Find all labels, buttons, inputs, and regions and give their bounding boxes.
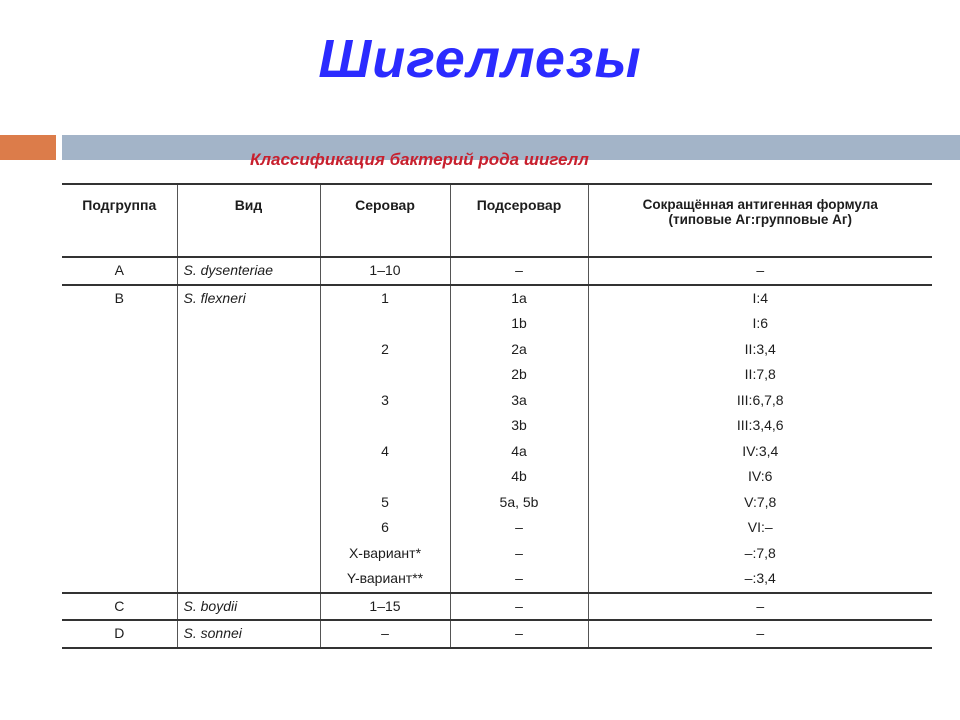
table-caption: Классификация бактерий рода шигелл xyxy=(250,150,589,169)
cell-serovar: 1–15 xyxy=(320,593,450,621)
cell-subgroup xyxy=(62,464,177,490)
cell-antigen-formula: II:7,8 xyxy=(588,362,932,388)
cell-subserovar: – xyxy=(450,620,588,648)
cell-subgroup xyxy=(62,388,177,414)
cell-subserovar: 3b xyxy=(450,413,588,439)
cell-subgroup: B xyxy=(62,285,177,312)
cell-subgroup xyxy=(62,515,177,541)
table-row xyxy=(62,593,932,621)
table-row xyxy=(62,464,932,490)
cell-subgroup xyxy=(62,337,177,363)
slide-title: Шигеллезы xyxy=(318,29,642,89)
cell-subgroup xyxy=(62,490,177,516)
cell-serovar: 1 xyxy=(320,285,450,312)
cell-subserovar: – xyxy=(450,515,588,541)
table-row xyxy=(62,439,932,465)
cell-serovar xyxy=(320,311,450,337)
cell-subserovar: – xyxy=(450,541,588,567)
header-subgroup: Подгруппа xyxy=(62,184,177,257)
cell-subserovar: 1b xyxy=(450,311,588,337)
cell-antigen-formula: II:3,4 xyxy=(588,337,932,363)
table-row xyxy=(62,257,932,285)
cell-subserovar: 3a xyxy=(450,388,588,414)
cell-antigen-formula: – xyxy=(588,257,932,285)
cell-antigen-formula: –:3,4 xyxy=(588,566,932,593)
table-row xyxy=(62,311,932,337)
cell-subgroup: D xyxy=(62,620,177,648)
accent-bar-orange xyxy=(0,135,56,160)
header-species: Вид xyxy=(177,184,320,257)
cell-serovar: 5 xyxy=(320,490,450,516)
header-antigen-formula xyxy=(588,184,932,257)
cell-species: S. boydii xyxy=(177,593,320,621)
cell-serovar: 6 xyxy=(320,515,450,541)
cell-species: S. dysenteriae xyxy=(177,257,320,285)
cell-subgroup xyxy=(62,541,177,567)
cell-subgroup xyxy=(62,362,177,388)
cell-serovar: Y-вариант** xyxy=(320,566,450,593)
table-row xyxy=(62,388,932,414)
header-subserovar: Подсеровар xyxy=(450,184,588,257)
cell-serovar: 2 xyxy=(320,337,450,363)
table-row xyxy=(62,541,932,567)
cell-serovar: – xyxy=(320,620,450,648)
cell-species xyxy=(177,464,320,490)
cell-subgroup: C xyxy=(62,593,177,621)
table-row xyxy=(62,362,932,388)
cell-antigen-formula: III:6,7,8 xyxy=(588,388,932,414)
cell-species xyxy=(177,388,320,414)
cell-subserovar: 4a xyxy=(450,439,588,465)
header-antigen-formula-line1: Сокращённая антигенная формула xyxy=(642,197,878,212)
cell-serovar xyxy=(320,362,450,388)
cell-serovar: 3 xyxy=(320,388,450,414)
cell-subserovar: 2b xyxy=(450,362,588,388)
table-row xyxy=(62,566,932,593)
cell-subserovar: 5a, 5b xyxy=(450,490,588,516)
shigella-classification-table xyxy=(62,183,932,649)
table-row xyxy=(62,337,932,363)
table-header-row xyxy=(62,184,932,257)
cell-species: S. flexneri xyxy=(177,285,320,312)
cell-species xyxy=(177,566,320,593)
table-row xyxy=(62,620,932,648)
cell-subgroup xyxy=(62,311,177,337)
cell-serovar xyxy=(320,464,450,490)
cell-subserovar: 1a xyxy=(450,285,588,312)
cell-serovar xyxy=(320,413,450,439)
cell-species xyxy=(177,337,320,363)
cell-antigen-formula: – xyxy=(588,593,932,621)
cell-subgroup: A xyxy=(62,257,177,285)
cell-serovar: X-вариант* xyxy=(320,541,450,567)
cell-species: S. sonnei xyxy=(177,620,320,648)
cell-antigen-formula: VI:– xyxy=(588,515,932,541)
cell-species xyxy=(177,311,320,337)
cell-subserovar: 4b xyxy=(450,464,588,490)
cell-serovar: 4 xyxy=(320,439,450,465)
header-antigen-formula-line2: (типовые Аг:групповые Аг) xyxy=(668,212,852,227)
cell-antigen-formula: – xyxy=(588,620,932,648)
cell-antigen-formula: I:4 xyxy=(588,285,932,312)
header-serovar: Серовар xyxy=(320,184,450,257)
cell-subserovar: – xyxy=(450,593,588,621)
cell-antigen-formula: I:6 xyxy=(588,311,932,337)
table-row xyxy=(62,515,932,541)
cell-subserovar: 2a xyxy=(450,337,588,363)
cell-subserovar: – xyxy=(450,566,588,593)
cell-species xyxy=(177,413,320,439)
cell-subserovar: – xyxy=(450,257,588,285)
cell-species xyxy=(177,515,320,541)
cell-antigen-formula: –:7,8 xyxy=(588,541,932,567)
cell-species xyxy=(177,541,320,567)
cell-antigen-formula: III:3,4,6 xyxy=(588,413,932,439)
cell-antigen-formula: IV:6 xyxy=(588,464,932,490)
table-row xyxy=(62,413,932,439)
cell-subgroup xyxy=(62,413,177,439)
cell-antigen-formula: IV:3,4 xyxy=(588,439,932,465)
cell-species xyxy=(177,490,320,516)
cell-species xyxy=(177,362,320,388)
table-row xyxy=(62,285,932,312)
cell-serovar: 1–10 xyxy=(320,257,450,285)
cell-subgroup xyxy=(62,439,177,465)
cell-subgroup xyxy=(62,566,177,593)
cell-antigen-formula: V:7,8 xyxy=(588,490,932,516)
table-row xyxy=(62,490,932,516)
cell-species xyxy=(177,439,320,465)
